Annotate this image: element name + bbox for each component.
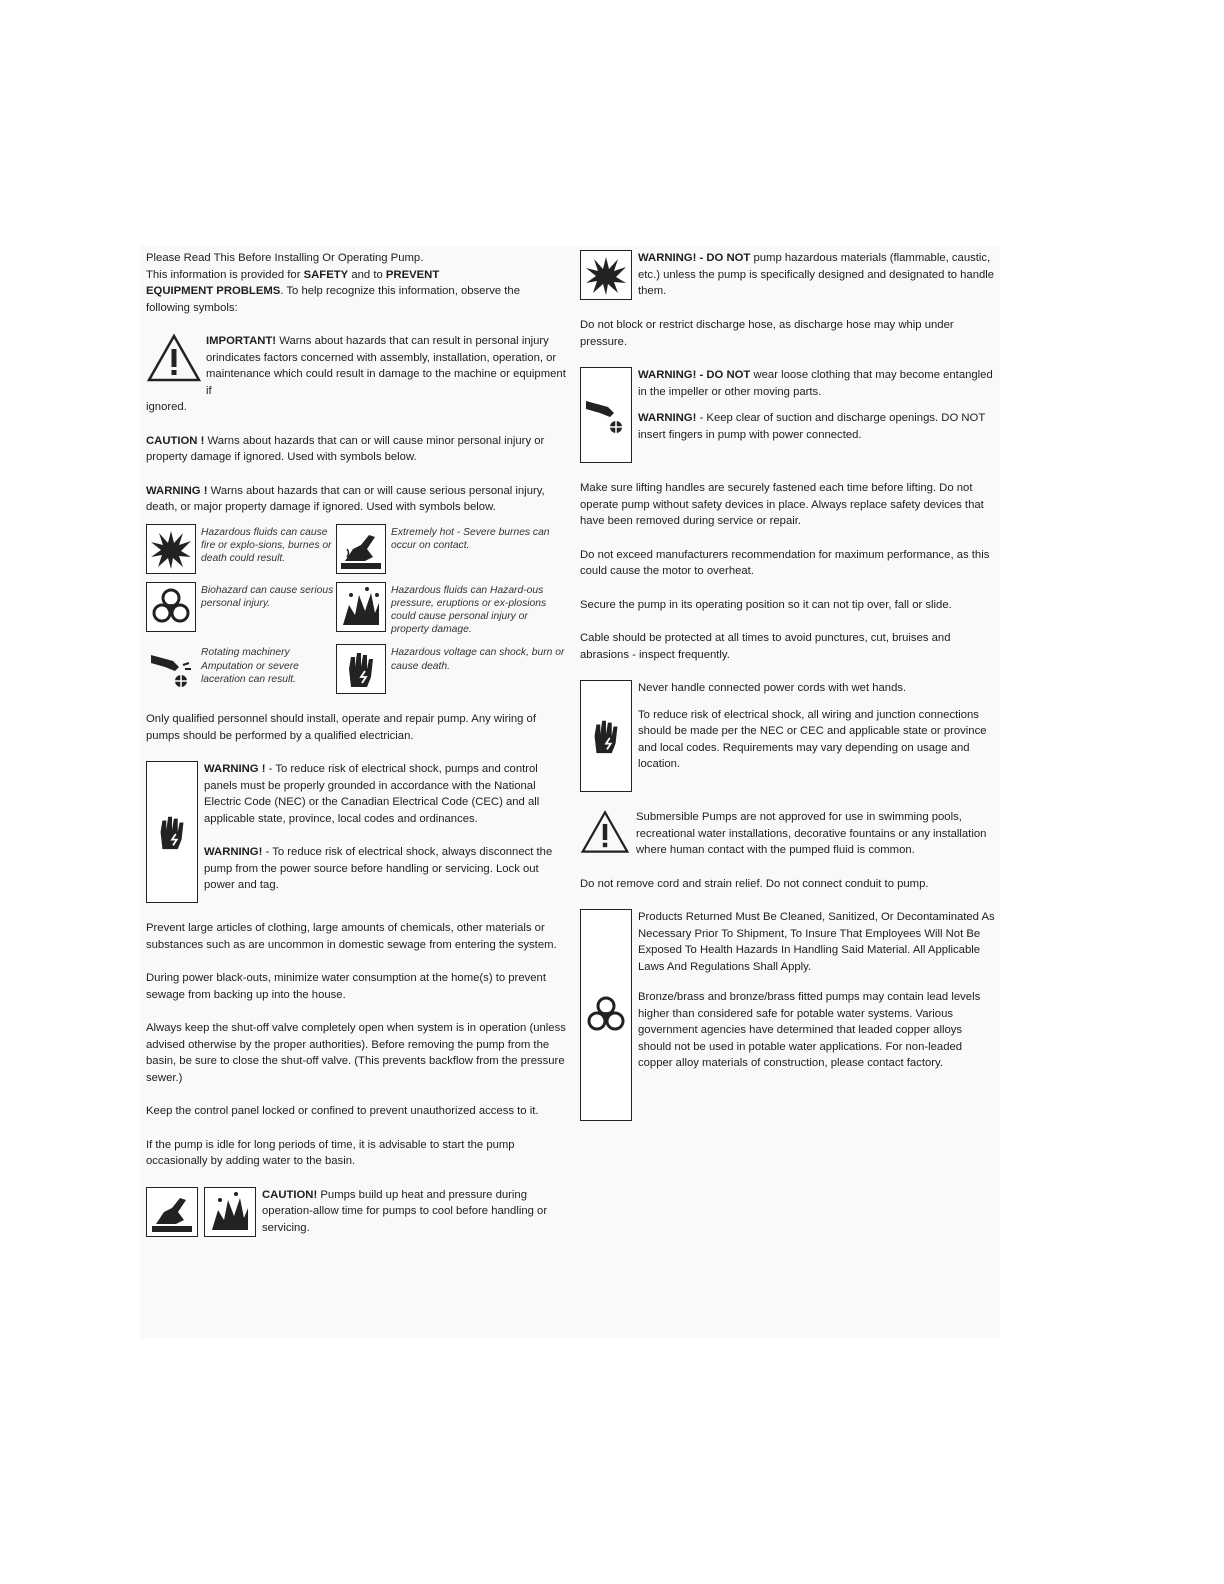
symbol-biohazard: Biohazard can cause serious personal injury. bbox=[146, 582, 336, 637]
shutoff-paragraph: Always keep the shut-off valve completely open when system is in operation (unless advised otherwise by the proper authorities). Before removing the pump from the basin, be sure to close the shut-off valve. (This prevents backflow from the pressure sewer.) bbox=[146, 1022, 566, 1084]
symbol-pressure: Hazardous fluids can Hazard-ous pressure, eruptions or ex-plosions could cause personal injury or property damage. bbox=[336, 582, 566, 637]
important-tail: ignored. bbox=[146, 401, 187, 413]
caution-paragraph: CAUTION ! Warns about hazards that can or will cause minor personal injury or property damage if ignored. Used with symbols below. bbox=[146, 434, 545, 463]
warning-disconnect: WARNING! - To reduce risk of electrical shock, always disconnect the pump from the power source before handling or servicing. Lock out power and tag. bbox=[204, 846, 553, 892]
important-text: IMPORTANT! Warns about hazards that can result in personal injury orindicates factors concerned with assembly, installation, operation, or maintenance which could result in damage to the machine or equipment if bbox=[206, 335, 566, 397]
electric-shock-icon bbox=[151, 809, 193, 855]
biohazard-icon bbox=[584, 993, 628, 1037]
lifting-paragraph: Make sure lifting handles are securely fastened each time before lifting. Do not operate pump without safety devices in place. Always replace safety devices that have been removed during service or repair. bbox=[580, 482, 984, 527]
secure-paragraph: Secure the pump in its operating position so it can not tip over, fall or slide. bbox=[580, 598, 952, 611]
symbol-explosion: Hazardous fluids can cause fire or explo-sions, burnes or death could result. bbox=[146, 524, 336, 574]
electric-shock-icon bbox=[585, 713, 627, 759]
important-notice bbox=[146, 333, 566, 399]
left-column bbox=[146, 250, 566, 1237]
rotating-machinery-icon bbox=[584, 393, 628, 437]
cord-paragraph: Do not remove cord and strain relief. Do not connect conduit to pump. bbox=[580, 877, 929, 890]
moving-parts-warnings bbox=[580, 367, 995, 463]
right-column bbox=[580, 250, 995, 1121]
intro-paragraph: Please Read This Before Installing Or Operating Pump. This information is provided for SAFETY and to PREVENT EQUIPMENT PROBLEMS. To help recognize this information, observe the following symbols: bbox=[146, 252, 521, 314]
symbol-legend bbox=[146, 524, 566, 695]
warning-grounding: WARNING ! - To reduce risk of electrical shock, pumps and control panels must be properly grounded in accordance with the National Electric Code (NEC) or the Canadian Electrical Code (CEC) and all applicable state, province, local codes and ordinances. bbox=[204, 763, 540, 825]
blackouts-paragraph: During power black-outs, minimize water consumption at the home(s) to prevent sewage from backing up into the house. bbox=[146, 972, 546, 1001]
biohazard-box bbox=[580, 909, 632, 1121]
symbol-rotating: Rotating machinery Amputation or severe laceration can result. bbox=[146, 644, 336, 694]
rotating-machinery-icon bbox=[146, 644, 196, 694]
prevent-paragraph: Prevent large articles of clothing, large amounts of chemicals, other materials or substances such as are uncommon in domestic sewage from entering the system. bbox=[146, 922, 557, 951]
symbol-hot-surface: Extremely hot - Severe burnes can occur on contact. bbox=[336, 524, 566, 574]
explosion-icon bbox=[146, 524, 196, 574]
moving-parts-box bbox=[580, 367, 632, 463]
idle-paragraph: If the pump is idle for long periods of time, it is advisable to start the pump occasionally by adding water to the basin. bbox=[146, 1138, 515, 1168]
submersible-text: Submersible Pumps are not approved for use in swimming pools, recreational water installations, decorative fountains or any installation where human contact with the pumped fluid is common. bbox=[636, 811, 987, 856]
returned-products-notice bbox=[580, 909, 995, 1121]
warning-triangle-icon bbox=[580, 809, 630, 855]
warning-triangle-icon bbox=[146, 333, 202, 383]
explosion-icon bbox=[580, 250, 632, 300]
panel-paragraph: Keep the control panel locked or confined to prevent unauthorized access to it. bbox=[146, 1105, 539, 1118]
caution-heat-text: CAUTION! Pumps build up heat and pressure during operation-allow time for pumps to cool before handling or servicing. bbox=[262, 1188, 548, 1234]
electric-shock-icon bbox=[336, 644, 386, 694]
biohazard-icon bbox=[146, 582, 196, 632]
returned-text: Products Returned Must Be Cleaned, Sanitized, Or Decontaminated As Necessary Prior To Shipment, To Insure That Employees Will Not Be Exposed To Health Hazards In Handling Said Material. All Applicable Laws And Regulations Shall Apply. bbox=[638, 911, 995, 973]
hot-surface-icon bbox=[146, 1187, 198, 1237]
cable-paragraph: Cable should be protected at all times to avoid punctures, cut, bruises and abrasions - inspect frequently. bbox=[580, 632, 951, 661]
submersible-notice bbox=[580, 809, 995, 859]
warning-keep-clear: WARNING! - Keep clear of suction and discharge openings. DO NOT insert fingers in pump with power connected. bbox=[638, 412, 986, 441]
power-cord-warnings bbox=[580, 680, 995, 792]
pressure-eruption-icon bbox=[204, 1187, 256, 1237]
qualified-paragraph: Only qualified personnel should install, operate and repair pump. Any wiring of pumps should be performed by a qualified electrician. bbox=[146, 713, 536, 742]
hot-surface-icon bbox=[336, 524, 386, 574]
wiring-text: To reduce risk of electrical shock, all wiring and junction connections should be made per the NEC or CEC and applicable state or province and local codes. Requirements may vary depending on usage and location. bbox=[638, 708, 987, 770]
warning-hazardous-text: WARNING! - DO NOT pump hazardous materials (flammable, caustic, etc.) unless the pump is specifically designed and designated to handle them. bbox=[638, 252, 995, 297]
caution-heat-notice bbox=[146, 1187, 566, 1237]
exceed-paragraph: Do not exceed manufacturers recommendation for maximum performance, as this could cause the motor to overheat. bbox=[580, 548, 990, 577]
wet-hands-text: Never handle connected power cords with wet hands. bbox=[638, 682, 907, 694]
warning-clothing: WARNING! - DO NOT wear loose clothing that may become entangled in the impeller or other moving parts. bbox=[638, 369, 993, 398]
warning-paragraph: WARNING ! Warns about hazards that can or will cause serious personal injury, death, or major property damage if ignored. Used with symbols below. bbox=[146, 484, 545, 513]
symbol-shock: Hazardous voltage can shock, burn or cause death. bbox=[336, 644, 566, 694]
hazardous-materials-notice bbox=[580, 250, 995, 300]
discharge-paragraph: Do not block or restrict discharge hose, as discharge hose may whip under pressure. bbox=[580, 319, 954, 348]
electrical-warnings bbox=[146, 761, 566, 903]
electrical-warning-box bbox=[146, 761, 198, 903]
pressure-eruption-icon bbox=[336, 582, 386, 632]
power-cord-box bbox=[580, 680, 632, 792]
bronze-text: Bronze/brass and bronze/brass fitted pumps may contain lead levels higher than considered safe for potable water systems. Various government agencies have determined that leaded copper alloys should not be used in potable water applications. For non-leaded copper alloy materials of construction, please contact factory. bbox=[638, 991, 981, 1069]
